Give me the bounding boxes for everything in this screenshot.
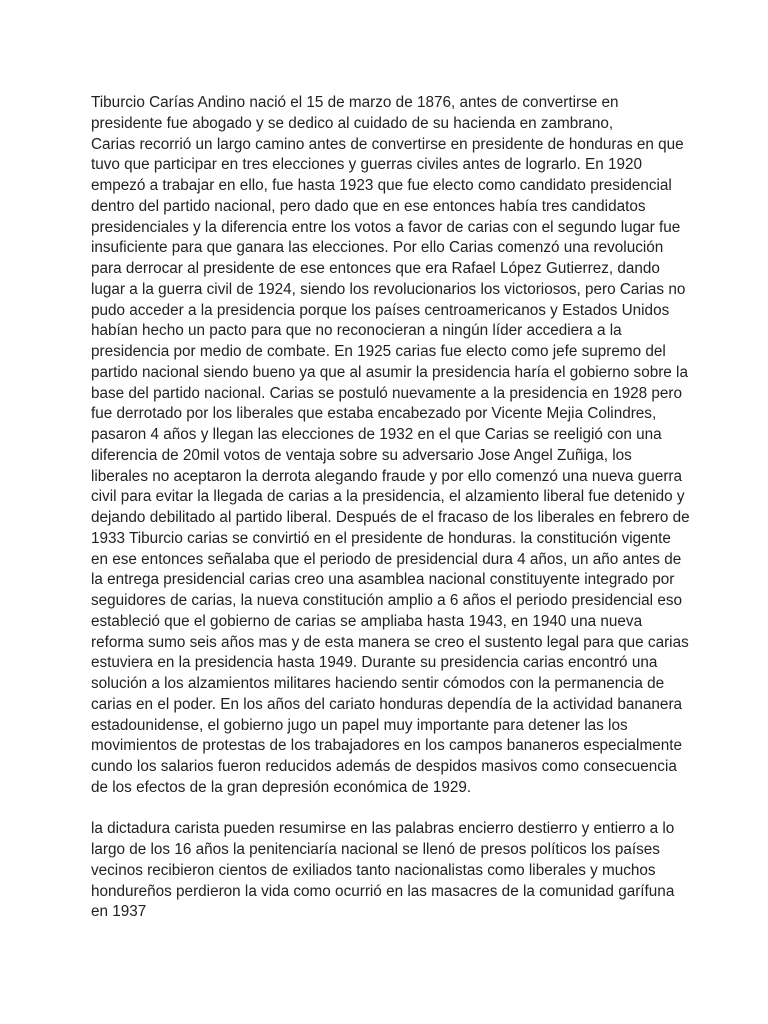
text-line: presidenciales y la diferencia entre los votos a favor de carias con el segundo lugar fue: [91, 218, 681, 236]
text-line: base del partido nacional. Carias se postuló nuevamente a la presidencia en 1928 pero: [91, 384, 683, 402]
text-line: 1933 Tiburcio carias se convirtió en el presidente de honduras. la constitución vigente: [91, 529, 671, 547]
paragraph-1: [91, 93, 691, 799]
text-line: estuviera en la presidencia hasta 1949. Durante su presidencia carias encontró una: [91, 654, 658, 672]
text-line: hondureños perdieron la vida como ocurrió en las masacres de la comunidad garífuna: [91, 882, 675, 900]
text-line: estableció que el gobierno de carias se ampliaba hasta 1943, en 1940 una nueva: [91, 612, 643, 630]
text-line: en ese entonces señalaba que el periodo de presidencial dura 4 años, un año antes de: [91, 550, 682, 568]
text-line: solución a los alzamientos militares haciendo sentir cómodos con la permanencia de: [91, 675, 665, 692]
text-line: empezó a trabajar en ello, fue hasta 1923 que fue electo como candidato presidencial: [91, 177, 672, 194]
text-line: la dictadura carista pueden resumirse en las palabras encierro destierro y entierro a lo: [91, 820, 675, 838]
text-line: carias en el poder. En los años del cariato honduras dependía de la actividad bananera: [91, 695, 683, 713]
document-body: [91, 93, 691, 923]
text-line: Tiburcio Carías Andino nació el 15 de marzo de 1876, antes de convertirse en: [91, 94, 619, 111]
text-line: pudo acceder a la presidencia porque los países centroamericanos y Estados Unidos: [91, 301, 670, 319]
text-line: civil para evitar la llegada de carias a la presidencia, el alzamiento liberal fue detenido y: [91, 488, 685, 506]
text-line: de los efectos de la gran depresión económica de 1929.: [91, 778, 472, 796]
text-line: tuvo que participar en tres elecciones y guerras civiles antes de lograrlo. En 1920: [91, 156, 642, 174]
text-line: largo de los 16 años la penitenciaría nacional se llenó de presos políticos los países: [91, 841, 660, 858]
text-line: movimientos de protestas de los trabajadores en los campos bananeros especialmente: [91, 737, 682, 755]
text-line: en 1937: [91, 903, 147, 921]
text-line: partido nacional siendo bueno ya que al asumir la presidencia haría el gobierno sobre la: [91, 363, 688, 381]
paragraph-spacer: [91, 799, 691, 820]
text-line: fue derrotado por los liberales que estaba encabezado por Vicente Mejia Colindres,: [91, 405, 657, 423]
text-line: cundo los salarios fueron reducidos además de despidos masivos como consecuencia: [91, 758, 677, 775]
text-line: pasaron 4 años y llegan las elecciones de 1932 en el que Carias se reeligió con una: [91, 426, 662, 443]
text-line: presidente fue abogado y se dedico al cuidado de su hacienda en zambrano,: [91, 114, 614, 132]
text-line: liberales no aceptaron la derrota alegando fraude y por ello comenzó una nueva guerra: [91, 467, 683, 485]
text-line: habían hecho un pacto para que no reconocieran a ningún líder accediera a la: [91, 322, 622, 340]
text-line: dejando debilitado al partido liberal. Después de el fracaso de los liberales en febrero de: [91, 509, 690, 526]
text-line: insuficiente para que ganara las elecciones. Por ello Carias comenzó una revolución: [91, 239, 664, 257]
text-line: dentro del partido nacional, pero dado que en ese entonces había tres candidatos: [91, 197, 646, 215]
text-line: presidencia por medio de combate. En 1925 carias fue electo como jefe supremo del: [91, 343, 666, 360]
paragraph-2: [91, 819, 691, 923]
text-line: la entrega presidencial carias creo una asamblea nacional constituyente integrado por: [91, 571, 675, 589]
text-line: para derrocar al presidente de ese entonces que era Rafael López Gutierrez, dando: [91, 260, 660, 277]
text-line: reforma sumo seis años mas y de esta manera se creo el sustento legal para que carias: [91, 633, 689, 651]
text-line: Carias recorrió un largo camino antes de convertirse en presidente de honduras en que: [91, 135, 684, 153]
text-line: diferencia de 20mil votos de ventaja sobre su adversario Jose Angel Zuñiga, los: [91, 446, 632, 464]
text-line: seguidores de carias, la nueva constitución amplio a 6 años el periodo presidencial eso: [91, 592, 682, 609]
text-line: lugar a la guerra civil de 1924, siendo los revolucionarios los victoriosos, pero Carias no: [91, 280, 686, 298]
text-line: estadounidense, el gobierno jugo un papel muy importante para detener las los: [91, 716, 628, 734]
text-line: vecinos recibieron cientos de exiliados tanto nacionalistas como liberales y muchos: [91, 861, 656, 879]
